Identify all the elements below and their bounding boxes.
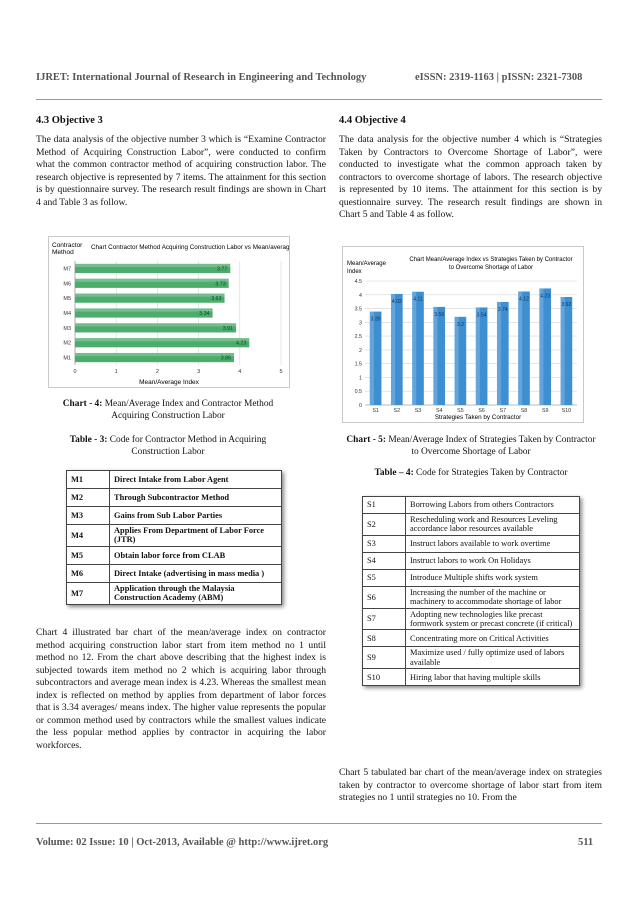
table-row	[67, 546, 282, 564]
table-row	[363, 569, 580, 586]
chart-5-value-label: 4.12	[519, 296, 529, 303]
table-description-cell: Instruct labors to work On Holidays	[406, 552, 580, 569]
chart-5-bar-highlight	[561, 297, 565, 405]
chart-5-value-label: 3.56	[434, 311, 445, 318]
chart-4-x-tick-label: 3	[197, 369, 201, 375]
table-code-cell: M7	[67, 582, 110, 604]
chart-5-caption	[346, 434, 596, 458]
table-row	[363, 552, 580, 569]
chart-5-bar-highlight	[476, 307, 480, 405]
table-4-caption-label: Table – 4:	[374, 468, 414, 478]
table-row	[67, 471, 282, 489]
table-code-cell: M3	[67, 507, 110, 525]
table-description-cell: Hiring labor that having multiple skills	[406, 669, 580, 686]
chart-4-bar-highlight	[75, 308, 213, 311]
table-row	[363, 608, 580, 630]
table-row	[363, 586, 580, 608]
chart-4-svg	[49, 237, 289, 387]
chart-5-bar-highlight	[370, 312, 374, 405]
svg-text:Mean/AverageIndex: Mean/Average Index	[347, 261, 386, 275]
chart-5-value-label: 4.11	[413, 296, 423, 303]
table-description-cell: Concentrating more on Critical Activities	[406, 630, 580, 647]
chart-4-bar-highlight	[75, 338, 249, 341]
table-3-caption	[52, 434, 284, 458]
section-heading-4-4: 4.4 Objective 4	[339, 115, 406, 126]
table-code-cell: M5	[67, 546, 110, 564]
chart-5-bar-highlight	[455, 317, 459, 405]
chart-4-value-label: 3.34	[199, 311, 210, 317]
table-code-cell: S5	[363, 569, 406, 586]
chart-5-category-label: S8	[520, 408, 528, 414]
chart-4-caption-label: Chart - 4:	[62, 399, 103, 409]
table-description-cell: Maximize used / fully optimize used of labors available	[406, 647, 580, 669]
chart-5	[342, 246, 584, 423]
chart-4-value-label: 3.63	[211, 296, 222, 303]
table-3-caption-text: Code for Contractor Method in Acquiring Construction Labor	[109, 435, 267, 457]
table-description-cell: Adopting new technologies like precast formwork system or precast concrete (if critical)	[406, 608, 580, 630]
objective-3-paragraph: The data analysis of the objective number 3 which is “Examine Contractor Method of Acquiring Construction Labor”, were conducted to confirm what the common contractor method of acquiring construction labor. The research objective is represented by 7 items. The attainment for this section is by questionnaire survey. The research result findings are shown in Chart 4 and Table 3 as follow.	[36, 134, 326, 208]
table-code-cell: S6	[363, 586, 406, 608]
chart-4-x-tick-label: 0	[73, 369, 77, 375]
table-code-cell: S3	[363, 535, 406, 552]
chart-5-caption-label: Chart - 5:	[346, 435, 386, 445]
chart-4-bar-highlight	[75, 294, 225, 297]
table-description-cell: Borrowing Labors from others Contractors	[406, 497, 580, 514]
table-description-cell: Gains from Sub Labor Parties	[110, 507, 282, 525]
chart-4-bar-highlight	[75, 264, 230, 267]
table-code-cell: M2	[67, 489, 110, 507]
table-description-cell: Introduce Multiple shifts work system	[406, 569, 580, 586]
chart-5-value-label: 4.03	[391, 298, 402, 305]
chart-5-y-tick-label: 0.5	[354, 389, 362, 396]
table-description-cell: Rescheduling work and Resources Leveling accordance labor resources available	[406, 514, 580, 536]
chart-5-title	[409, 257, 572, 271]
table-row	[363, 647, 580, 669]
chart-4-caption-text: Mean/Average Index and Contractor Method Acquiring Construction Labor	[104, 399, 274, 421]
chart-4-category-label: M4	[63, 311, 71, 317]
chart-5-y-tick-label: 4	[359, 292, 362, 299]
chart-4-category-label: M2	[63, 340, 71, 347]
table-code-cell: M1	[67, 471, 110, 489]
chart-5-category-label: S10	[561, 408, 572, 414]
table-row	[363, 630, 580, 647]
chart-5-y-tick-label: 0	[359, 403, 362, 409]
chart-5-value-label: 3.39	[370, 316, 381, 323]
svg-text:Chart Mean/Average Index vs St: Chart Mean/Average Index vs Strategies Taken by Contractor to Overcome Shortage of Labor	[409, 257, 573, 271]
table-row	[363, 535, 580, 552]
issn: eISSN: 2319-1163 | pISSN: 2321-7308	[415, 72, 583, 83]
chart-4-x-tick-label: 5	[279, 369, 283, 375]
chart-5-value-label: 3.74	[497, 306, 508, 313]
chart-5-value-label: 3.54	[476, 312, 487, 319]
objective-4-paragraph: The data analysis for the objective number 4 which is “Strategies Taken by Contractors to Overcome Shortage of Labor”, were conducted to investigate what the common approach taken by contractors to overcome shortage of labors. The research objective is represented by 10 items. The attainment for this section is by questionnaire survey. The research result findings are shown in Chart 5 and Table 4 as follow.	[339, 134, 602, 221]
table-row	[67, 582, 282, 604]
table-code-cell: S9	[363, 647, 406, 669]
table-description-cell: Through Subcontractor Method	[110, 489, 282, 507]
table-code-cell: M6	[67, 564, 110, 582]
table-row	[67, 564, 282, 582]
table-code-cell: S10	[363, 669, 406, 686]
chart-5-svg	[343, 247, 583, 422]
chart-4-value-label: 3.73	[215, 281, 226, 288]
chart-5-category-label: S2	[393, 408, 401, 414]
chart-4-category-label: M3	[63, 325, 71, 332]
chart-4-discussion: Chart 4 illustrated bar chart of the mean/average index on contractor method acquiring construction labor start from item method no 1 until method no 12. From the chart above describing that the highest index is subjected towards item method no 2 which is acquiring labor through subcontractors and average mean index is 4.23. Whereas the smallest mean index is reflected on method by applies from department of labor forces that is 3.34 averages/ means index. The higher value represents the popular or common method used by contractors while the smallest values indicate the less popular method applies by contractor in acquiring the labor workforces.	[36, 627, 326, 751]
table-code-cell: S4	[363, 552, 406, 569]
chart-4-bar-highlight	[75, 323, 236, 326]
chart-5-bar-highlight	[539, 288, 543, 405]
table-4-caption	[346, 467, 596, 479]
journal-title: IJRET: International Journal of Research in Engineering and Technology	[36, 72, 367, 83]
chart-5-category-label: S7	[499, 408, 507, 414]
table-code-cell: S7	[363, 608, 406, 630]
table-row	[363, 497, 580, 514]
chart-5-bar-highlight	[518, 291, 522, 405]
chart-5-y-tick-label: 1	[359, 375, 362, 382]
chart-4-category-label: M6	[63, 281, 71, 288]
section-heading-4-3: 4.3 Objective 3	[36, 115, 103, 126]
chart-4-category-label: M1	[63, 355, 71, 362]
table-description-cell: Increasing the number of the machine or machinery to accommodate shortage of labor	[406, 586, 580, 608]
chart-5-category-label: S6	[478, 408, 485, 414]
chart-4-bar-highlight	[75, 279, 229, 282]
chart-4-x-tick-label: 2	[155, 369, 159, 375]
chart-5-caption-text: Mean/Average Index of Strategies Taken by Contractor to Overcome Shortage of Labor	[388, 435, 596, 457]
chart-5-category-label: S9	[541, 408, 549, 414]
table-row	[363, 514, 580, 536]
table-3-caption-label: Table - 3:	[69, 435, 108, 445]
table-3	[66, 470, 282, 605]
chart-5-x-axis-label: Strategies Taken by Contractor	[434, 414, 522, 421]
table-code-cell: M4	[67, 525, 110, 547]
chart-4-title: Chart Contractor Method Acquiring Construction Labor vs Mean/average Index	[91, 244, 289, 251]
chart-4-value-label: 3.77	[217, 266, 228, 273]
table-4-caption-text: Code for Strategies Taken by Contractor	[416, 468, 568, 478]
chart-4-category-label: M7	[63, 266, 71, 273]
chart-4-value-label: 3.91	[222, 325, 234, 332]
chart-5-y-tick-label: 3.5	[354, 306, 362, 313]
chart-5-category-label: S1	[372, 408, 379, 414]
chart-5-value-label: 3.92	[561, 301, 572, 308]
chart-5-category-label: S3	[414, 408, 422, 414]
header-rule	[36, 99, 602, 100]
footer-volume: Volume: 02 Issue: 10 | Oct-2013, Available @ http://www.ijret.org	[36, 837, 329, 848]
chart-5-y-tick-label: 4.5	[354, 279, 362, 285]
chart-4-value-label: 3.86	[220, 355, 232, 362]
chart-4-x-tick-label: 1	[114, 369, 118, 375]
chart-4-x-axis-label: Mean/Average Index	[139, 379, 199, 386]
table-row	[67, 525, 282, 547]
chart-5-bar-highlight	[497, 302, 501, 405]
chart-4	[48, 236, 290, 388]
chart-5-bar-highlight	[412, 292, 416, 405]
chart-5-category-label: S4	[435, 408, 443, 414]
chart-4-category-label: M5	[63, 296, 71, 303]
chart-4-caption	[52, 398, 284, 422]
chart-5-y-axis-label	[347, 261, 387, 275]
page-number: 511	[578, 837, 594, 848]
chart-5-y-tick-label: 3	[359, 320, 362, 327]
table-row	[363, 669, 580, 686]
chart-5-y-tick-label: 2.5	[354, 334, 362, 341]
footer-rule	[36, 823, 602, 824]
chart-5-category-label: S5	[457, 408, 464, 414]
table-description-cell: Direct Intake from Labor Agent	[110, 471, 282, 489]
chart-5-discussion: Chart 5 tabulated bar chart of the mean/average index on strategies taken by contractor to overcome shortage of labor start from item strategies no 1 until strategies no 10. From the	[339, 767, 602, 804]
table-4	[362, 496, 580, 686]
table-code-cell: S2	[363, 514, 406, 536]
table-description-cell: Instruct labors available to work overtime	[406, 535, 580, 552]
chart-4-x-tick-label: 4	[238, 369, 242, 375]
chart-5-bar-highlight	[433, 307, 437, 405]
chart-5-value-label: 3.2	[456, 321, 464, 328]
chart-5-y-tick-label: 1.5	[354, 361, 362, 368]
chart-5-value-label: 4.23	[540, 293, 551, 300]
table-row	[67, 507, 282, 525]
table-description-cell: Application through the Malaysia Construction Academy (ABM)	[110, 582, 282, 604]
chart-5-bar-highlight	[391, 294, 395, 405]
chart-5-y-tick-label: 2	[359, 347, 362, 354]
table-description-cell: Direct Intake (advertising in mass media )	[110, 564, 282, 582]
table-description-cell: Applies From Department of Labor Force (JTR)	[110, 525, 282, 547]
table-description-cell: Obtain labor force from CLAB	[110, 546, 282, 564]
table-code-cell: S1	[363, 497, 406, 514]
table-code-cell: S8	[363, 630, 406, 647]
chart-4-bar-highlight	[75, 353, 234, 356]
chart-4-value-label: 4.23	[235, 340, 247, 347]
chart-4-y-axis-label: Contractor Method	[52, 242, 83, 256]
table-row	[67, 489, 282, 507]
